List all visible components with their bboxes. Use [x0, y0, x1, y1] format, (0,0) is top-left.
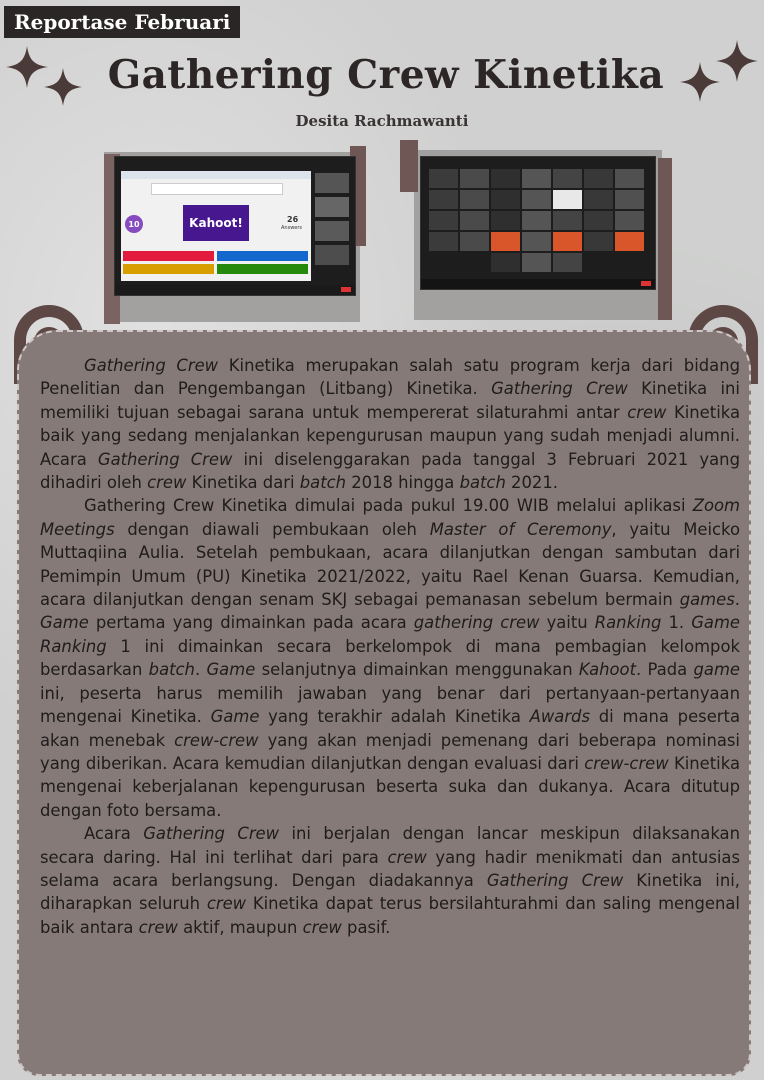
- italic-run: Ranking: [594, 613, 662, 633]
- italic-run: crew: [138, 917, 178, 937]
- text-run: selanjutnya dimainkan menggunakan: [255, 660, 579, 680]
- italic-run: Kahoot: [578, 660, 637, 680]
- participant-tile: [553, 253, 582, 272]
- participant-tile: [429, 169, 458, 188]
- italic-run: Game: [40, 613, 89, 633]
- photo-tape: [400, 140, 418, 192]
- participant-tile: [491, 232, 520, 251]
- italic-run: batch: [459, 473, 506, 493]
- article-body: [40, 354, 740, 939]
- text-run: aktif, maupun: [177, 917, 303, 937]
- italic-run: games: [679, 590, 735, 610]
- text-run: Kinetika baik yang sedang menjalankan kepengurusan maupun yang sudah menjadi alumni. Acara: [40, 402, 740, 469]
- text-run: 2021.: [505, 473, 558, 493]
- italic-run: Gathering Crew: [486, 870, 624, 890]
- participant-tile: [553, 190, 582, 209]
- section-tag: Reportase Februari: [4, 6, 240, 38]
- italic-run: crew: [147, 473, 187, 493]
- text-run: 1 ini dimainkan secara berkelompok di mana pembagian kelompok berdasarkan: [40, 636, 740, 680]
- text-run: Kinetika mengenai keberjalanan kepengurusan beserta suka dan dukanya. Acara ditutup dengan foto bersama.: [40, 753, 740, 820]
- text-run: ini, peserta harus memilih jawaban yang benar dari pertanyaan-pertanyaan mengenai Kinetika.: [40, 683, 740, 727]
- participant-tile: [584, 169, 613, 188]
- participant-tile: [460, 169, 489, 188]
- italic-run: batch: [299, 473, 347, 493]
- participant-tile: [553, 211, 582, 230]
- italic-run: crew: [302, 917, 342, 937]
- kahoot-logo: Kahoot!: [183, 205, 249, 241]
- text-run: Kinetika ini memiliki tujuan sebagai sarana untuk mempererat silaturahmi antar: [40, 379, 740, 422]
- participant-tile: [522, 232, 551, 251]
- italic-run: crew: [627, 402, 667, 422]
- participant-tile: [615, 190, 644, 209]
- italic-run: Gathering Crew: [491, 379, 628, 399]
- photo-right: [400, 140, 676, 324]
- italic-run: Gathering Crew: [84, 356, 219, 375]
- italic-run: Zoom Meetings: [40, 496, 740, 539]
- participant-tile: [491, 190, 520, 209]
- text-run: yang hadir menikmati dan antusias selama acara berlangsung. Dengan diadakannya: [40, 847, 740, 890]
- text-run: .: [734, 590, 740, 610]
- sparkle-icon: [44, 68, 82, 106]
- participant-tile: [491, 211, 520, 230]
- text-run: Gathering Crew Kinetika dimulai pada pukul 19.00 WIB melalui aplikasi: [84, 496, 693, 516]
- participant-tile: [584, 232, 613, 251]
- text-run: ini diselenggarakan pada tanggal 3 Februari 2021 yang dihadiri oleh: [40, 449, 740, 493]
- participant-tile: [615, 232, 644, 251]
- text-run: yaitu: [539, 613, 595, 633]
- italic-run: Game: [206, 660, 256, 680]
- participant-tile: [491, 169, 520, 188]
- zoom-gallery-screenshot: [420, 156, 656, 290]
- italic-run: Gathering Crew: [97, 449, 233, 469]
- italic-run: crew-crew: [584, 753, 669, 773]
- text-run: . Pada: [636, 660, 694, 680]
- participant-tile: [584, 211, 613, 230]
- participant-tile: [553, 169, 582, 188]
- participant-tile: [615, 169, 644, 188]
- zoom-screenshot: [114, 156, 356, 296]
- italic-run: crew: [387, 847, 427, 867]
- text-run: dengan diawali pembukaan oleh: [114, 519, 430, 539]
- italic-run: batch: [148, 660, 195, 680]
- italic-run: Game: [210, 707, 260, 727]
- text-run: Kinetika ini, diharapkan seluruh: [40, 870, 740, 914]
- text-run: Kinetika dari: [186, 473, 300, 493]
- text-run: pertama yang dimainkan pada acara: [88, 613, 414, 633]
- answers-label: Answers: [281, 225, 303, 231]
- text-run: di mana peserta akan menebak: [40, 707, 740, 750]
- text-run: 2018 hingga: [346, 473, 460, 493]
- italic-run: Master of Ceremony: [429, 519, 612, 539]
- participant-tile: [460, 232, 489, 251]
- participant-tile: [491, 253, 520, 272]
- participant-tile: [584, 190, 613, 209]
- text-run: , yaitu Meicko Muttaqiina Aulia. Setelah pembukaan, acara dilanjutkan dengan sambutan dari Pemimpin Umum (PU) Kinetika 2021/2022, yaitu Rael Kenan Guarsa. Kemudian, acara dilanjutkan dengan senam SKJ sebagai pemanasan sebelum bermain: [40, 519, 740, 610]
- answers-count: 26: [287, 215, 299, 224]
- participant-tile: [522, 211, 551, 230]
- text-run: yang terakhir adalah Kinetika: [259, 707, 530, 727]
- text-run: ini berjalan dengan lancar meskipun dilaksanakan secara daring. Hal ini terlihat dari para: [40, 824, 740, 867]
- text-run: .: [194, 660, 207, 680]
- sparkle-icon: [6, 46, 48, 88]
- italic-run: crew: [206, 894, 247, 914]
- paragraph-1: [40, 354, 740, 494]
- italic-run: Awards: [529, 707, 591, 727]
- author-name: Desita Rachmawanti: [295, 112, 469, 130]
- participant-tile: [429, 190, 458, 209]
- italic-run: Game Ranking: [40, 613, 740, 656]
- sparkle-icon: [716, 40, 758, 82]
- text-run: Acara: [84, 824, 144, 844]
- question-number: 10: [125, 215, 143, 233]
- page-title: Gathering Crew Kinetika: [107, 52, 665, 98]
- text-run: Kinetika merupakan salah satu program kerja dari bidang Penelitian dan Pengembangan (Litbang) Kinetika.: [40, 356, 740, 399]
- italic-run: Gathering Crew: [143, 824, 280, 844]
- participant-tile: [460, 190, 489, 209]
- participant-tile: [522, 190, 551, 209]
- text-run: Kinetika dapat terus bersilahturahmi dan saling mengenal baik antara: [40, 894, 740, 937]
- participant-tile: [429, 211, 458, 230]
- text-run: 1.: [661, 613, 692, 633]
- photo-left: [104, 146, 366, 328]
- sparkle-icon: [680, 62, 720, 102]
- photo-tape: [658, 158, 672, 320]
- participant-tile: [522, 253, 551, 272]
- participant-tile: [460, 211, 489, 230]
- italic-run: gathering crew: [413, 613, 540, 633]
- paragraph-2: [40, 494, 740, 822]
- participant-tile: [522, 169, 551, 188]
- text-run: pasif.: [341, 917, 391, 937]
- participant-tile: [615, 211, 644, 230]
- participant-tile: [553, 232, 582, 251]
- italic-run: game: [693, 660, 741, 680]
- italic-run: crew-crew: [174, 730, 259, 750]
- paragraph-3: [40, 822, 740, 939]
- participant-tile: [429, 232, 458, 251]
- text-run: yang akan menjadi pemenang dari beberapa nominasi yang diberikan. Acara kemudian dilanjutkan dengan evaluasi dari: [40, 730, 740, 773]
